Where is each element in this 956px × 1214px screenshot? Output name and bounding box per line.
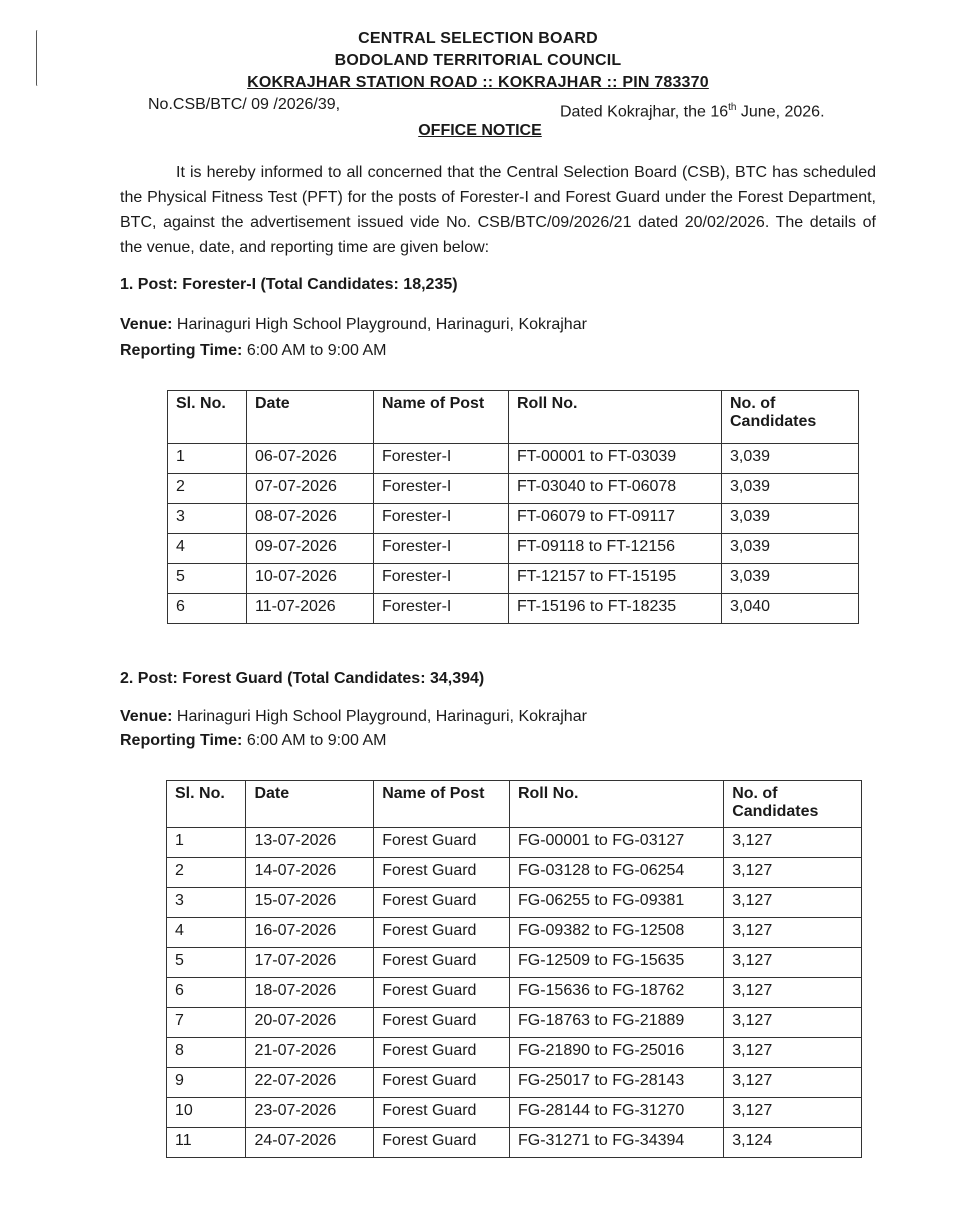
- section-1-heading: 1. Post: Forester-I (Total Candidates: 18,235): [120, 276, 458, 293]
- table-cell: 3,039: [722, 474, 859, 504]
- header-board-name: CENTRAL SELECTION BOARD: [358, 30, 598, 47]
- table-cell: 3: [168, 504, 247, 534]
- table-row: [167, 1038, 862, 1068]
- column-header: Sl. No.: [168, 391, 247, 444]
- table-cell: 09-07-2026: [247, 534, 374, 564]
- header-council-name: BODOLAND TERRITORIAL COUNCIL: [334, 52, 622, 69]
- table-cell: Forest Guard: [374, 918, 510, 948]
- table-cell: 16-07-2026: [246, 918, 374, 948]
- table-cell: 1: [168, 444, 247, 474]
- table-cell: 21-07-2026: [246, 1038, 374, 1068]
- table-cell: 3,124: [724, 1128, 862, 1158]
- table-row: [167, 978, 862, 1008]
- intro-paragraph: It is hereby informed to all concerned that the Central Selection Board (CSB), BTC has scheduled the Physical Fitness Test (PFT) for the posts of Forester-I and Forest Guard under the Forest Department, BTC, against the advertisement issued vide No. CSB/BTC/09/2026/21 dated 20/02/2026. The details of the venue, date, and reporting time are given below:: [120, 164, 876, 256]
- reporting-time-value: 6:00 AM to 9:00 AM: [246, 342, 387, 359]
- header-address: KOKRAJHAR STATION ROAD :: KOKRAJHAR :: PIN 783370: [247, 74, 709, 91]
- table-row: [167, 858, 862, 888]
- table-cell: FT-03040 to FT-06078: [509, 474, 722, 504]
- table-cell: 5: [167, 948, 246, 978]
- table-cell: Forester-I: [374, 564, 509, 594]
- table-cell: 15-07-2026: [246, 888, 374, 918]
- table-cell: Forest Guard: [374, 1128, 510, 1158]
- table-row: [167, 1008, 862, 1038]
- table-cell: 3,127: [724, 978, 862, 1008]
- table-cell: 8: [167, 1038, 246, 1068]
- table-cell: Forest Guard: [374, 828, 510, 858]
- table-cell: Forest Guard: [374, 978, 510, 1008]
- table-cell: 18-07-2026: [246, 978, 374, 1008]
- table-cell: FT-15196 to FT-18235: [509, 594, 722, 624]
- reporting-time-label: Reporting Time:: [120, 342, 243, 359]
- table-cell: 3,039: [722, 504, 859, 534]
- table-row: [167, 888, 862, 918]
- table-row: [168, 534, 859, 564]
- table-cell: 3: [167, 888, 246, 918]
- table-row: [167, 1098, 862, 1128]
- table-cell: 4: [168, 534, 247, 564]
- section-2-reporting-time: [120, 732, 386, 750]
- table-row: [168, 594, 859, 624]
- column-header: Roll No.: [509, 781, 723, 828]
- forest-guard-schedule-table: [166, 780, 862, 1158]
- table-cell: 07-07-2026: [247, 474, 374, 504]
- table-row: [168, 474, 859, 504]
- table-row: [167, 828, 862, 858]
- column-header: Roll No.: [509, 391, 722, 444]
- table-cell: FG-00001 to FG-03127: [509, 828, 723, 858]
- venue-value: Harinaguri High School Playground, Harinaguri, Kokrajhar: [176, 708, 587, 725]
- table-row: [168, 504, 859, 534]
- table-cell: FG-06255 to FG-09381: [509, 888, 723, 918]
- table-cell: Forest Guard: [374, 858, 510, 888]
- table-cell: 7: [167, 1008, 246, 1038]
- table-cell: FG-31271 to FG-34394: [509, 1128, 723, 1158]
- table-cell: 22-07-2026: [246, 1068, 374, 1098]
- table-cell: 11: [167, 1128, 246, 1158]
- table-cell: 3,039: [722, 444, 859, 474]
- table-cell: 2: [167, 858, 246, 888]
- table-cell: FG-21890 to FG-25016: [509, 1038, 723, 1068]
- table-cell: FG-28144 to FG-31270: [509, 1098, 723, 1128]
- forester-schedule-table: [167, 390, 859, 624]
- column-header: Name of Post: [374, 391, 509, 444]
- table-cell: 10-07-2026: [247, 564, 374, 594]
- table-cell: 3,127: [724, 828, 862, 858]
- table-cell: 3,127: [724, 948, 862, 978]
- table-cell: Forest Guard: [374, 1098, 510, 1128]
- table-cell: 5: [168, 564, 247, 594]
- table-cell: Forest Guard: [374, 1038, 510, 1068]
- table-cell: Forester-I: [374, 474, 509, 504]
- table-header-row: [167, 781, 862, 828]
- table-cell: 6: [167, 978, 246, 1008]
- table-cell: Forest Guard: [374, 1008, 510, 1038]
- section-2-heading: 2. Post: Forest Guard (Total Candidates: 34,394): [120, 670, 485, 687]
- column-header: No. of Candidates: [722, 391, 859, 444]
- table-cell: FG-18763 to FG-21889: [509, 1008, 723, 1038]
- table-row: [167, 1128, 862, 1158]
- dated-suffix: June, 2026.: [736, 103, 825, 121]
- table-row: [168, 444, 859, 474]
- table-cell: 3,127: [724, 888, 862, 918]
- table-cell: 24-07-2026: [246, 1128, 374, 1158]
- table-cell: Forester-I: [374, 444, 509, 474]
- column-header: Date: [246, 781, 374, 828]
- table-cell: 10: [167, 1098, 246, 1128]
- reporting-time-value: 6:00 AM to 9:00 AM: [246, 732, 387, 749]
- column-header: Sl. No.: [167, 781, 246, 828]
- table-cell: FG-15636 to FG-18762: [509, 978, 723, 1008]
- section-1-venue: [120, 316, 587, 334]
- section-2-venue: [120, 708, 587, 726]
- table-cell: 1: [167, 828, 246, 858]
- table-cell: FT-00001 to FT-03039: [509, 444, 722, 474]
- table-row: [168, 564, 859, 594]
- dated-superscript: th: [728, 102, 737, 113]
- table-cell: 08-07-2026: [247, 504, 374, 534]
- table-cell: 17-07-2026: [246, 948, 374, 978]
- table-row: [167, 1068, 862, 1098]
- table-cell: 13-07-2026: [246, 828, 374, 858]
- section-1-reporting-time: [120, 342, 386, 360]
- notice-title: OFFICE NOTICE: [418, 122, 542, 139]
- table-cell: 11-07-2026: [247, 594, 374, 624]
- table-cell: 3,127: [724, 1068, 862, 1098]
- table-cell: Forest Guard: [374, 1068, 510, 1098]
- table-cell: Forester-I: [374, 534, 509, 564]
- table-cell: 3,127: [724, 1098, 862, 1128]
- table-cell: 3,127: [724, 1038, 862, 1068]
- reference-number: No.CSB/BTC/ 09 /2026/39,: [148, 96, 341, 113]
- table-cell: 20-07-2026: [246, 1008, 374, 1038]
- table-cell: 9: [167, 1068, 246, 1098]
- table-cell: FG-09382 to FG-12508: [509, 918, 723, 948]
- table-cell: 2: [168, 474, 247, 504]
- table-cell: FT-09118 to FT-12156: [509, 534, 722, 564]
- table-cell: FG-25017 to FG-28143: [509, 1068, 723, 1098]
- venue-label: Venue:: [120, 708, 173, 725]
- table-cell: Forest Guard: [374, 888, 510, 918]
- table-row: [167, 948, 862, 978]
- venue-label: Venue:: [120, 316, 173, 333]
- column-header: Name of Post: [374, 781, 510, 828]
- table-cell: 3,127: [724, 1008, 862, 1038]
- table-cell: 3,127: [724, 918, 862, 948]
- table-header-row: [168, 391, 859, 444]
- table-cell: FG-03128 to FG-06254: [509, 858, 723, 888]
- column-header: Date: [247, 391, 374, 444]
- table-cell: Forester-I: [374, 504, 509, 534]
- venue-value: Harinaguri High School Playground, Harinaguri, Kokrajhar: [176, 316, 587, 333]
- dated-line: [560, 102, 825, 121]
- reporting-time-label: Reporting Time:: [120, 732, 243, 749]
- table-cell: 3,127: [724, 858, 862, 888]
- table-cell: 23-07-2026: [246, 1098, 374, 1128]
- table-cell: 6: [168, 594, 247, 624]
- column-header: No. of Candidates: [724, 781, 862, 828]
- table-cell: 3,039: [722, 564, 859, 594]
- table-row: [167, 918, 862, 948]
- dated-prefix: Dated Kokrajhar, the 16: [560, 103, 729, 121]
- table-cell: FG-12509 to FG-15635: [509, 948, 723, 978]
- table-cell: FT-06079 to FT-09117: [509, 504, 722, 534]
- table-cell: Forester-I: [374, 594, 509, 624]
- table-cell: 4: [167, 918, 246, 948]
- table-cell: 06-07-2026: [247, 444, 374, 474]
- table-cell: 3,039: [722, 534, 859, 564]
- table-cell: 14-07-2026: [246, 858, 374, 888]
- table-cell: Forest Guard: [374, 948, 510, 978]
- table-cell: FT-12157 to FT-15195: [509, 564, 722, 594]
- table-cell: 3,040: [722, 594, 859, 624]
